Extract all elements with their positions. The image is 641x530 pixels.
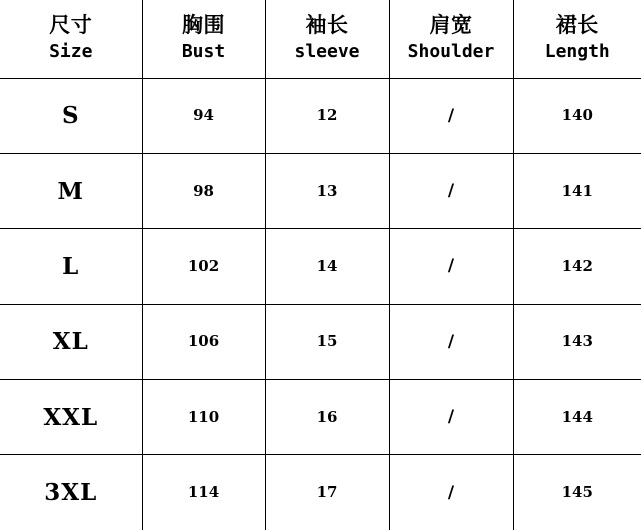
length-value: 144	[561, 407, 593, 426]
bust-value: 94	[193, 106, 214, 125]
sleeve-value: 14	[316, 256, 338, 275]
sleeve-value: 15	[316, 332, 338, 351]
length-value: 140	[561, 106, 593, 125]
cell-bust	[142, 379, 265, 454]
header-label-cn: 尺寸	[49, 13, 93, 38]
length-value: 145	[561, 483, 593, 502]
cell-bust	[142, 304, 265, 379]
sleeve-value: 17	[316, 483, 338, 502]
header-label-cn: 裙长	[555, 13, 599, 38]
header-label-cn: 肩宽	[429, 13, 473, 38]
table-row	[0, 455, 641, 530]
shoulder-value: /	[447, 482, 455, 503]
bust-value: 102	[187, 256, 220, 275]
cell-length	[513, 154, 641, 229]
sleeve-value: 16	[316, 407, 338, 426]
header-label-en: sleeve	[294, 41, 360, 63]
shoulder-value: /	[447, 331, 455, 352]
cell-shoulder	[389, 78, 513, 153]
size-value: L	[62, 252, 80, 280]
size-value: 3XL	[44, 479, 98, 507]
header-label-cn: 袖长	[305, 13, 349, 38]
header-cell-size	[0, 0, 142, 78]
size-value: XL	[52, 328, 89, 356]
bust-value: 98	[193, 181, 214, 200]
cell-size	[0, 379, 142, 454]
cell-bust	[142, 455, 265, 530]
header-cell-bust	[142, 0, 265, 78]
cell-shoulder	[389, 154, 513, 229]
shoulder-value: /	[447, 181, 455, 202]
size-value: S	[61, 102, 80, 130]
header-label-en: Length	[544, 41, 610, 63]
bust-value: 106	[187, 332, 220, 351]
cell-sleeve	[265, 379, 389, 454]
bust-value: 110	[187, 407, 220, 426]
header-cell-length	[513, 0, 641, 78]
cell-sleeve	[265, 154, 389, 229]
cell-length	[513, 379, 641, 454]
cell-shoulder	[389, 455, 513, 530]
cell-shoulder	[389, 229, 513, 304]
header-cell-sleeve	[265, 0, 389, 78]
cell-sleeve	[265, 455, 389, 530]
cell-sleeve	[265, 229, 389, 304]
header-label-en: Bust	[181, 41, 226, 63]
cell-length	[513, 304, 641, 379]
cell-bust	[142, 78, 265, 153]
cell-bust	[142, 154, 265, 229]
length-value: 142	[561, 256, 593, 275]
cell-size	[0, 154, 142, 229]
cell-size	[0, 78, 142, 153]
cell-shoulder	[389, 304, 513, 379]
cell-sleeve	[265, 78, 389, 153]
shoulder-value: /	[447, 105, 455, 126]
sleeve-value: 13	[316, 181, 338, 200]
sleeve-value: 12	[316, 106, 338, 125]
length-value: 141	[561, 181, 593, 200]
table-row	[0, 154, 641, 229]
header-cell-shoulder	[389, 0, 513, 78]
size-value: XXL	[43, 403, 99, 431]
cell-length	[513, 78, 641, 153]
cell-length	[513, 229, 641, 304]
table-row	[0, 229, 641, 304]
shoulder-value: /	[447, 407, 455, 428]
header-label-cn: 胸围	[182, 13, 225, 38]
size-value: M	[57, 177, 84, 205]
cell-shoulder	[389, 379, 513, 454]
table-header-row	[0, 0, 641, 78]
length-value: 143	[561, 332, 593, 351]
shoulder-value: /	[447, 256, 455, 277]
table-row	[0, 78, 641, 153]
cell-size	[0, 304, 142, 379]
table-row	[0, 379, 641, 454]
cell-sleeve	[265, 304, 389, 379]
cell-size	[0, 455, 142, 530]
cell-length	[513, 455, 641, 530]
cell-bust	[142, 229, 265, 304]
table-row	[0, 304, 641, 379]
cell-size	[0, 229, 142, 304]
header-label-en: Shoulder	[407, 41, 495, 63]
bust-value: 114	[187, 483, 220, 502]
header-label-en: Size	[49, 41, 93, 63]
